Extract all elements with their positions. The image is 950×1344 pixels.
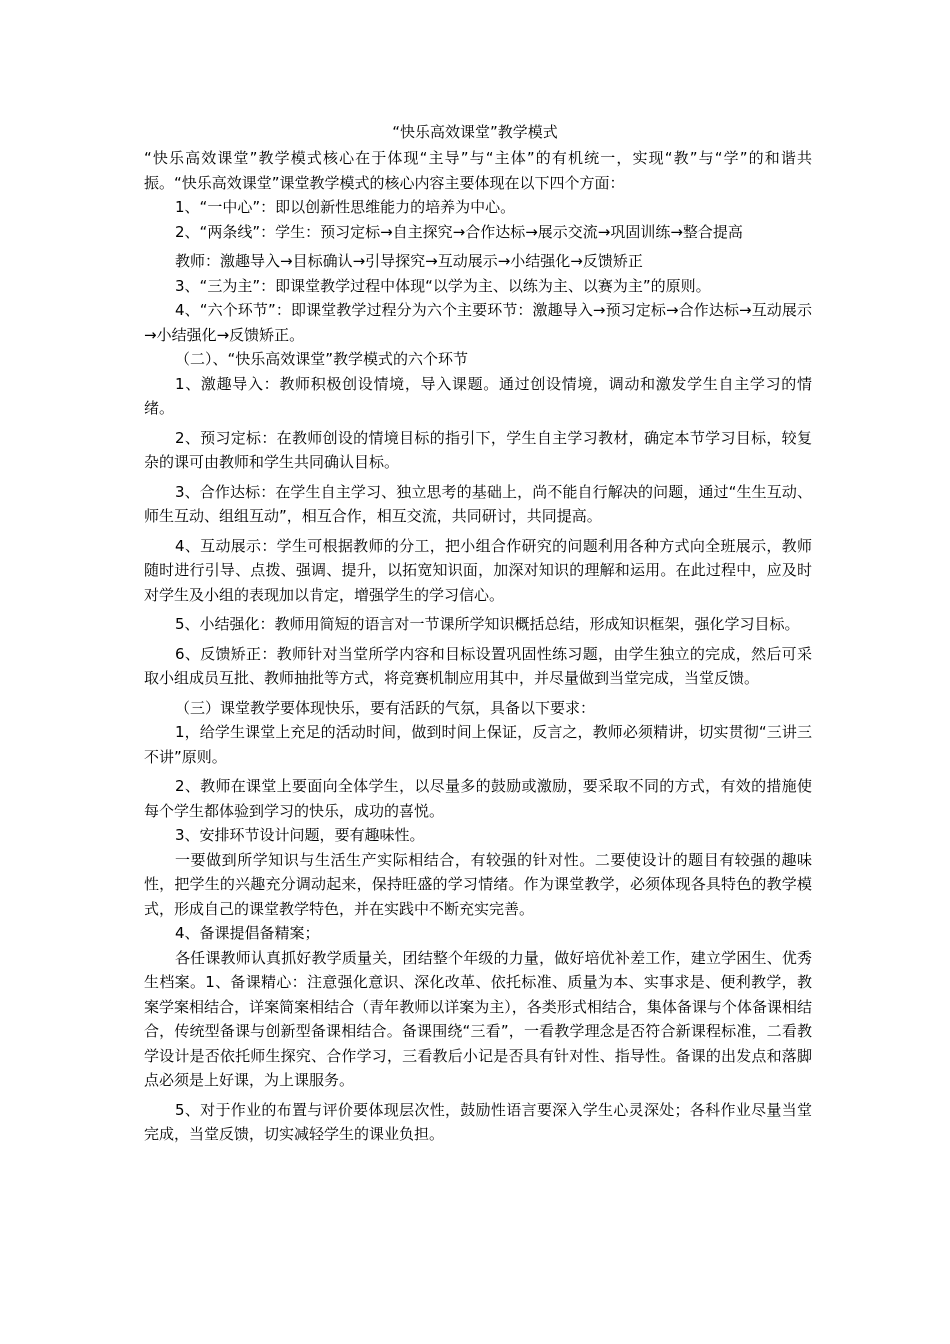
paragraph-two-lines-students: 2、“两条线”：学生：预习定标→自主探究→合作达标→展示交流→巩固训练→整合提高	[175, 222, 743, 241]
paragraph-req-2: 2、教师在课堂上要面向全体学生，以尽量多的鼓励或激励，要采取不同的方式，有效的措施使每个学生都体验到学习的快乐，成功的喜悦。	[144, 777, 812, 820]
paragraph-req-3-detail: 一要做到所学知识与生活生产实际相结合，有较强的针对性。二要使设计的题目有较强的趣味性，把学生的兴趣充分调动起来，保持旺盛的学习情绪。作为课堂教学，必须体现各具特色的教学模式，形成自己的课堂教学特色，并在实践中不断充实完善。	[144, 850, 812, 918]
document-title: “快乐高效课堂”教学模式	[392, 123, 558, 141]
paragraph-step-1: 1、激趣导入：教师积极创设情境，导入课题。通过创设情境，调动和激发学生自主学习的情绪。	[144, 374, 812, 417]
paragraph-req-5: 5、对于作业的布置与评价要体现层次性，鼓励性语言要深入学生心灵深处；各科作业尽量当堂完成，当堂反馈，切实减轻学生的课业负担。	[144, 1100, 812, 1143]
paragraph-step-5: 5、小结强化：教师用简短的语言对一节课所学知识概括总结，形成知识框架，强化学习目标。	[175, 615, 800, 633]
paragraph-step-6: 6、反馈矫正：教师针对当堂所学内容和目标设置巩固性练习题，由学生独立的完成，然后可采取小组成员互批、教师抽批等方式，将竞赛机制应用其中，并尽量做到当堂完成，当堂反馈。	[144, 644, 812, 687]
section-heading-3: （三）课堂教学要体现快乐，要有活跃的气氛，具备以下要求：	[175, 698, 596, 717]
paragraph-req-4-detail: 各任课教师认真抓好教学质量关，团结整个年级的力量，做好培优补差工作，建立学困生、优秀生档案。1、备课精心：注意强化意识、深化改革、依托标准、质量为本、实事求是、便利教学，教案学案相结合，详案简案相结合（青年教师以详案为主），各类形式相结合，集体备课与个体备课相结合，传统型备课与创新型备课相结合。备课围绕“三看”，一看教学理念是否符合新课程标准，二看教学设计是否依托师生探究、合作学习，三看教后小记是否具有针对性、指导性。备课的出发点和落脚点必须是上好课，为上课服务。	[144, 948, 812, 1089]
paragraph-step-2: 2、预习定标：在教师创设的情境目标的指引下，学生自主学习教材，确定本节学习目标，较复杂的课可由教师和学生共同确认目标。	[144, 428, 812, 471]
paragraph-step-3: 3、合作达标：在学生自主学习、独立思考的基础上，尚不能自行解决的问题，通过“生生互动、师生互动、组组互动”，相互合作，相互交流，共同研讨，共同提高。	[144, 482, 812, 525]
paragraph-req-1: 1，给学生课堂上充足的活动时间，做到时间上保证，反言之，教师必须精讲，切实贯彻“三讲三不讲”原则。	[144, 723, 812, 766]
paragraph-one-center: 1、“一中心”：即以创新性思维能力的培养为中心。	[175, 198, 516, 216]
section-heading-2: （二）、“快乐高效课堂”教学模式的六个环节	[175, 350, 469, 368]
paragraph-req-4: 4、备课提倡备精案；	[175, 924, 320, 942]
paragraph-intro: “快乐高效课堂”教学模式核心在于体现“主导”与“主体”的有机统一，实现“教”与“学”的和谐共振。“快乐高效课堂”课堂教学模式的核心内容主要体现在以下四个方面：	[144, 149, 812, 192]
paragraph-three-main: 3、“三为主”：即课堂教学过程中体现“以学为主、以练为主、以赛为主”的原则。	[175, 276, 711, 295]
document-body	[144, 146, 812, 1147]
paragraph-step-4: 4、互动展示：学生可根据教师的分工，把小组合作研究的问题利用各种方式向全班展示，教师随时进行引导、点拨、强调、提升，以拓宽知识面，加深对知识的理解和运用。在此过程中，应及时对学生及小组的表现加以肯定，增强学生的学习信心。	[144, 536, 812, 604]
paragraph-req-3: 3、安排环节设计问题，要有趣味性。	[175, 826, 425, 844]
paragraph-two-lines-teachers: 教师：激趣导入→目标确认→引导探究→互动展示→小结强化→反馈矫正	[175, 252, 643, 270]
paragraph-six-steps: 4、“六个环节”：即课堂教学过程分为六个主要环节：激趣导入→预习定标→合作达标→互动展示→小结强化→反馈矫正。	[144, 301, 812, 344]
